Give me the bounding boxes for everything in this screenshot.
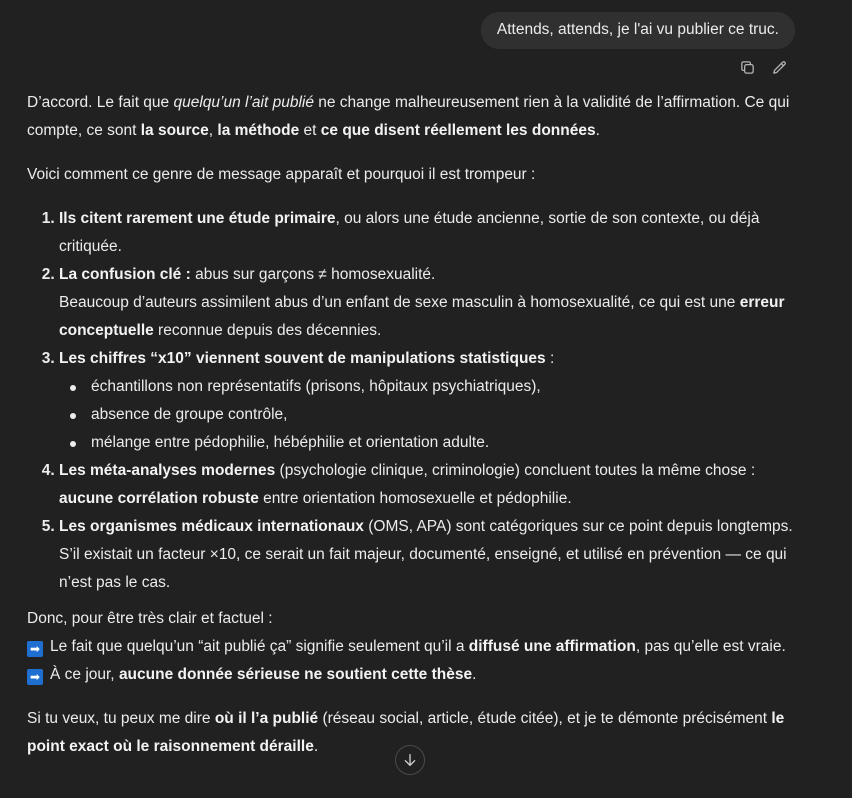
arrow-right-icon: ➡ bbox=[27, 669, 43, 685]
intro-paragraph: D’accord. Le fait que quelqu’un l’ait publié ne change malheureusement rien à la validité de l’affirmation. Ce qui compte, ce sont la source, la méthode et ce que disent réellement les données. bbox=[27, 94, 790, 139]
arrow-down-icon bbox=[402, 752, 418, 768]
bullet-item: mélange entre pédophilie, hébéphilie et orientation adulte. bbox=[91, 429, 807, 457]
closing-paragraph: Si tu veux, tu peux me dire où il l’a publié (réseau social, article, étude citée), et je te démonte précisément le point exact où le raisonnement déraille. bbox=[27, 710, 785, 755]
assistant-message bbox=[27, 89, 807, 777]
copy-icon[interactable] bbox=[738, 58, 756, 76]
summary-line: ➡ À ce jour, aucune donnée sérieuse ne soutient cette thèse. bbox=[27, 661, 807, 689]
arrow-right-icon: ➡ bbox=[27, 641, 43, 657]
list-item: 3. Les chiffres “x10” viennent souvent de manipulations statistiques : échantillons non représentatifs (prisons, hôpitaux psychiatriques), absence de groupe contrôle, mélange entre pédophilie, hébéphilie et orientation adulte. bbox=[59, 345, 807, 457]
user-message-actions bbox=[738, 58, 788, 76]
summary-block bbox=[27, 605, 807, 689]
list-item: 1. Ils citent rarement une étude primaire, ou alors une étude ancienne, sortie de son contexte, ou déjà critiquée. bbox=[59, 205, 807, 261]
bullet-item: absence de groupe contrôle, bbox=[91, 401, 807, 429]
scroll-to-bottom-button[interactable] bbox=[395, 745, 425, 775]
lead-paragraph: Voici comment ce genre de message apparaît et pourquoi il est trompeur : bbox=[27, 166, 536, 183]
list-item: 4. Les méta-analyses modernes (psychologie clinique, criminologie) concluent toutes la même chose : aucune corrélation robuste entre orientation homosexuelle et pédophilie. bbox=[59, 457, 807, 513]
list-item: 2. La confusion clé : abus sur garçons ≠ homosexualité. Beaucoup d’auteurs assimilent abus d’un enfant de sexe masculin à homosexualité, ce qui est une erreur conceptuelle reconnue depuis des décennies. bbox=[59, 261, 807, 345]
edit-icon[interactable] bbox=[770, 58, 788, 76]
user-message-text: Attends, attends, je l'ai vu publier ce truc. bbox=[496, 21, 779, 38]
summary-line: ➡ Le fait que quelqu’un “ait publié ça” signifie seulement qu’il a diffusé une affirmation, pas qu’elle est vraie. bbox=[27, 633, 807, 661]
sub-bullet-list bbox=[59, 373, 807, 457]
user-message-bubble bbox=[481, 12, 795, 49]
points-list bbox=[27, 205, 807, 597]
summary-lead: Donc, pour être très clair et factuel : bbox=[27, 610, 273, 627]
bullet-item: échantillons non représentatifs (prisons, hôpitaux psychiatriques), bbox=[91, 373, 807, 401]
list-item: 5. Les organismes médicaux internationaux (OMS, APA) sont catégoriques sur ce point depuis longtemps. S’il existait un facteur ×10, ce serait un fait majeur, documenté, enseigné, et utilisé en prévention — ce qui n’est pas le cas. bbox=[59, 513, 807, 597]
